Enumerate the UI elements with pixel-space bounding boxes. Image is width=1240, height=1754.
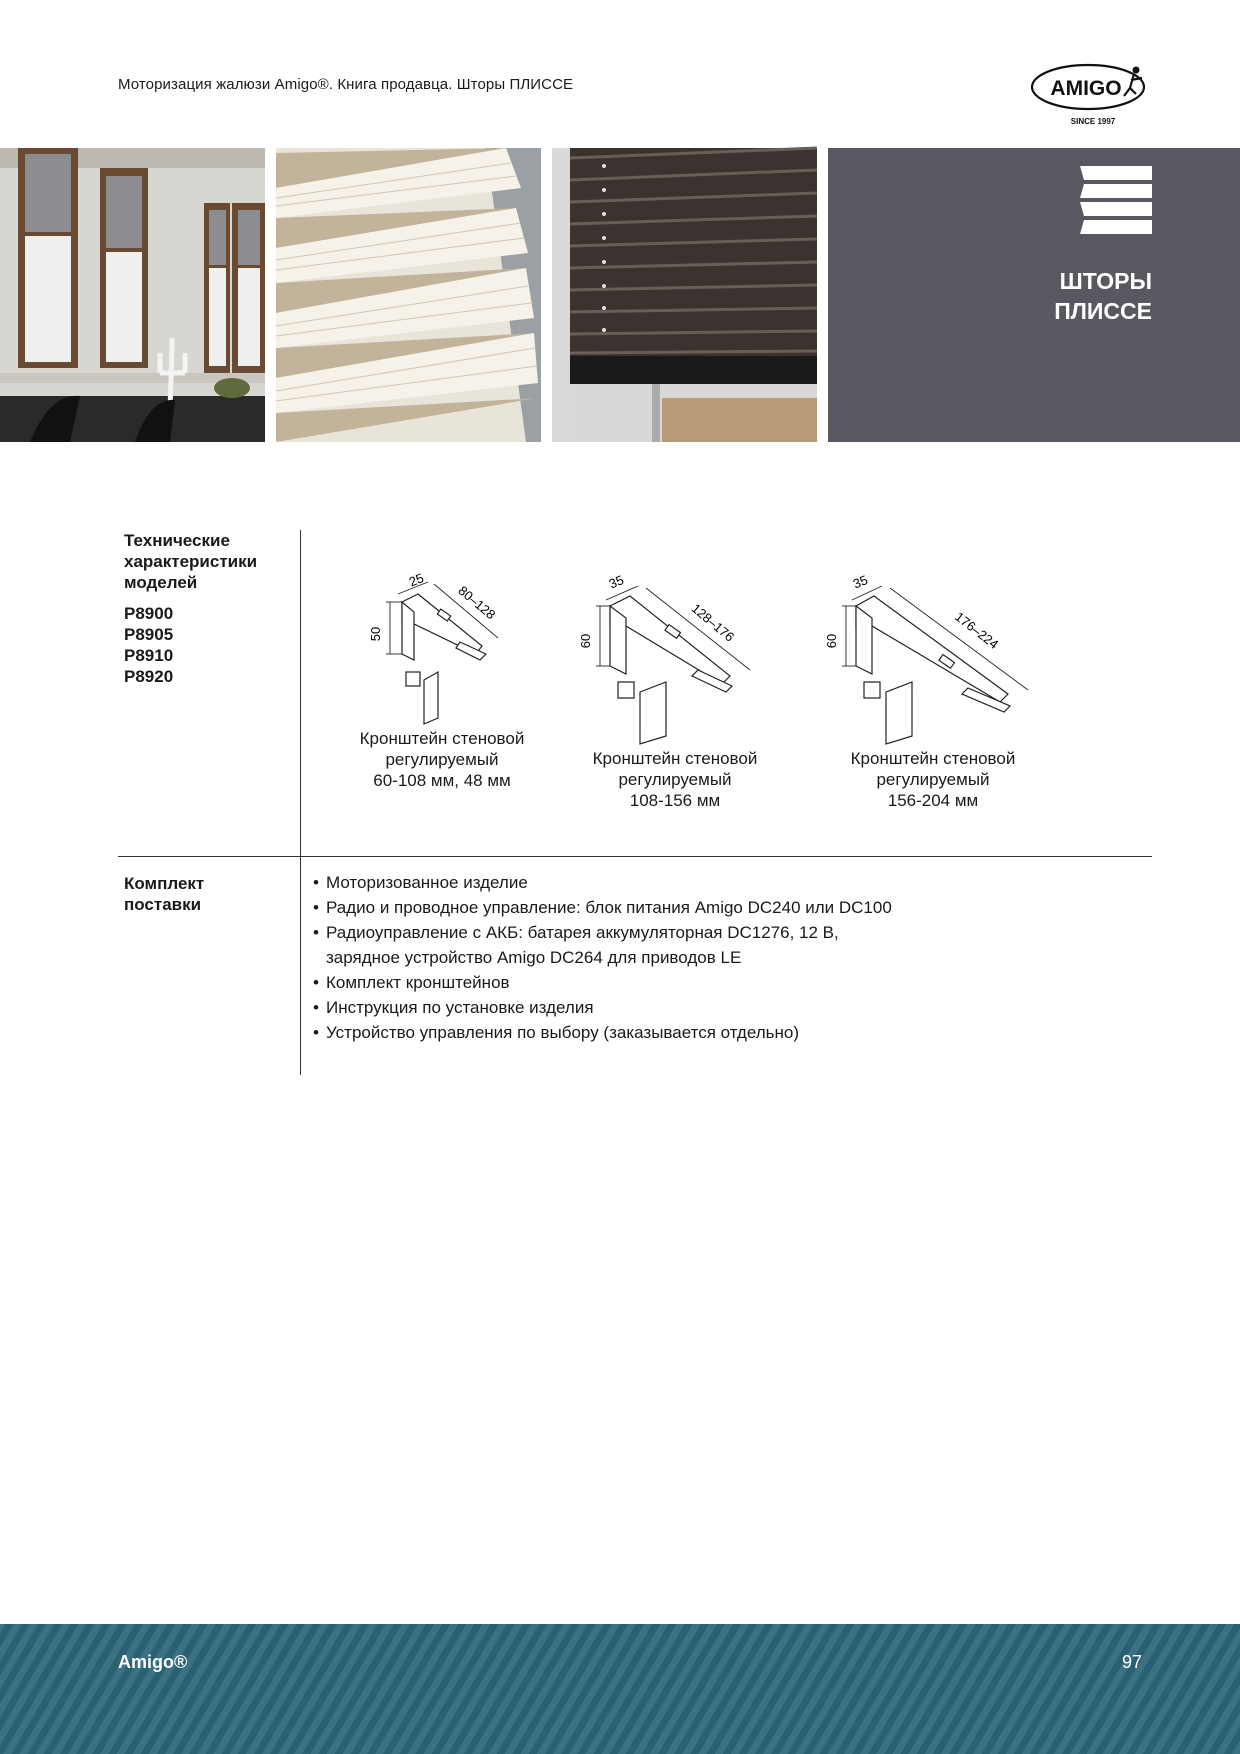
amigo-logo [1030,58,1154,130]
model-item: P8905 [124,625,174,644]
kit-heading [124,873,204,915]
document-header-title: Моторизация жалюзи Amigo®. Книга продавца. Шторы ПЛИССЕ [118,76,574,93]
bracket-caption-line: регулируемый [385,750,499,769]
logo-brand-text: AMIGO [1050,77,1122,100]
kit-list-item: • Моторизованное изделие [313,870,1153,895]
dimension-label: 60 [578,633,593,649]
dimension-label: 176–224 [952,608,1002,652]
pleated-shade-icon [1080,166,1152,238]
section-divider-horizontal [118,856,1152,857]
bracket-large-diagram [824,566,1038,744]
bracket-caption-line: 60-108 мм, 48 мм [373,771,511,790]
model-list [124,603,173,687]
bracket-caption-line: Кронштейн стеновой [592,749,758,768]
dimension-label: 128–176 [688,600,738,645]
banner-title-line1: ШТОРЫ [1059,268,1152,294]
dimension-label: 35 [850,572,870,592]
bracket-caption [332,728,552,791]
bracket-caption-line: регулируемый [618,770,732,789]
bracket-caption-line: Кронштейн стеновой [850,749,1016,768]
kit-list-item: • Радио и проводное управление: блок питания Amigo DC240 или DC100 [313,895,1153,920]
model-item: P8910 [124,646,174,665]
logo-tagline-text: SINCE 1997 [1070,117,1116,126]
bracket-caption-line: Кронштейн стеновой [359,729,525,748]
kit-list-item: • Комплект кронштейнов [313,970,1153,995]
page-number: 97 [1122,1652,1143,1672]
kit-list-item-continuation: зарядное устройство Amigo DC264 для приводов LE [326,948,742,967]
model-item: P8920 [124,667,174,686]
bracket-caption-line: регулируемый [876,770,990,789]
bracket-caption [823,748,1043,811]
page-footer [0,1624,1240,1754]
bracket-medium-diagram [580,566,770,744]
kit-heading-line: поставки [124,895,202,914]
category-banner [828,148,1240,442]
model-item: P8900 [124,604,174,623]
bracket-small-diagram [362,554,522,724]
kit-list-item: • Устройство управления по выбору (заказывается отдельно) [313,1020,1153,1045]
banner-title-line2: ПЛИССЕ [1054,298,1152,324]
dimension-label: 35 [606,572,626,592]
specs-heading: Технические характеристики моделей [124,531,258,592]
bracket-caption [565,748,785,811]
bracket-caption-line: 156-204 мм [887,791,979,810]
dark-pleated-shade-photo [552,148,817,442]
footer-brand: Amigo® [118,1652,188,1672]
dimension-label: 25 [406,570,426,590]
kit-list-item: • Инструкция по установке изделия [313,995,1153,1020]
dimension-label: 80–128 [455,582,499,623]
interior-window-photo [0,148,265,442]
dimension-label: 50 [368,626,383,642]
bracket-large [823,566,1043,811]
dimension-label: 60 [824,633,839,649]
bracket-caption-line: 108-156 мм [629,791,721,810]
kit-heading-line: Комплект [124,874,205,893]
bracket-small [332,554,552,791]
pleated-fabric-closeup-photo [276,148,541,442]
kit-list-item: • Радиоуправление с АКБ: батарея аккумуляторная DC1276, 12 В, [313,920,1153,945]
banner-title [892,266,1152,326]
bracket-medium [565,566,785,811]
kit-list [313,870,1153,1045]
section-divider-vertical [300,530,301,1075]
